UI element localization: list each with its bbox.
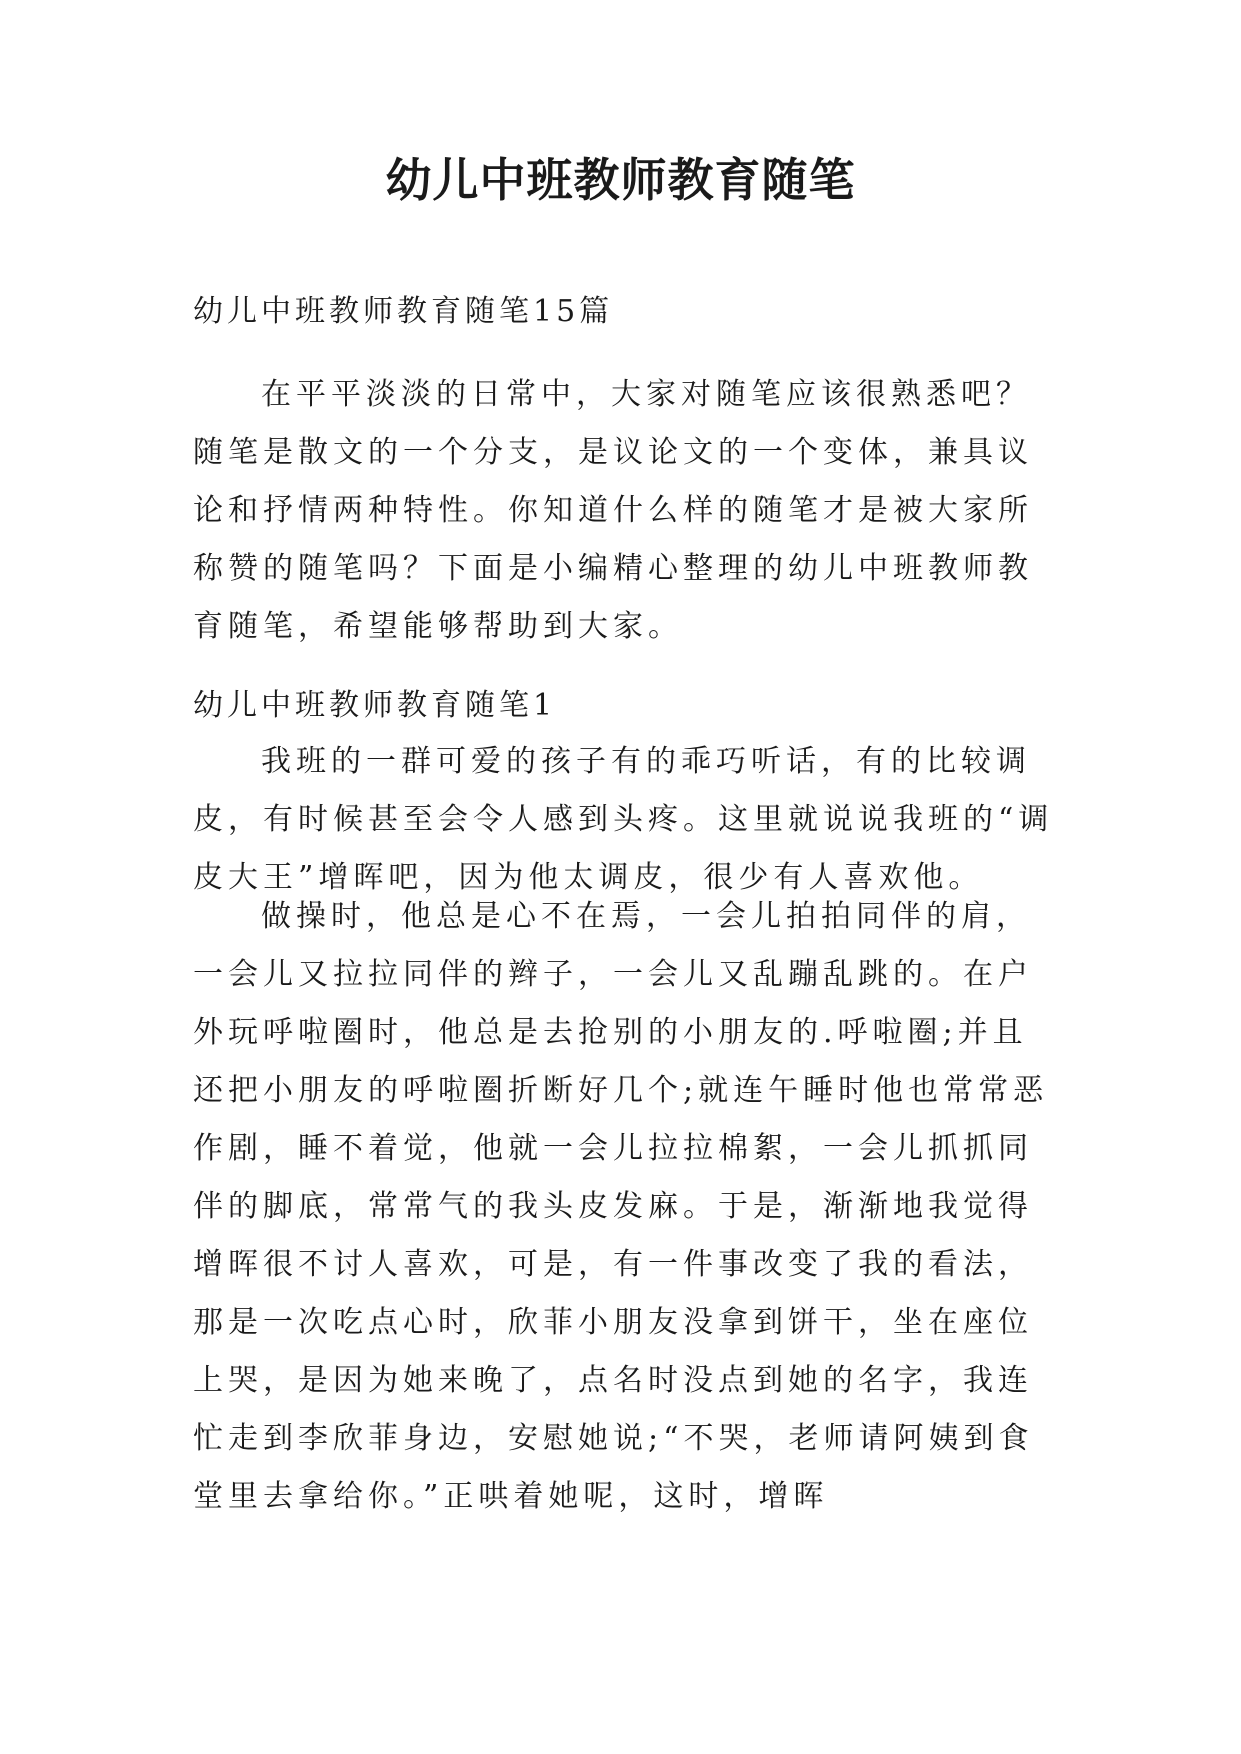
document-title: 幼儿中班教师教育随笔 [385,153,856,207]
body-paragraph: 我班的一群可爱的孩子有的乖巧听话，有的比较调皮，有时候甚至会令人感到头疼。这里就说说我班的“调皮大王”增晖吧，因为他太调皮，很少有人喜欢他。 [193,744,1054,895]
body-paragraph: 做操时，他总是心不在焉，一会儿拍拍同伴的肩，一会儿又拉拉同伴的辫子，一会儿又乱蹦乱跳的。在户外玩呼啦圈时，他总是去抢别的小朋友的.呼啦圈;并且还把小朋友的呼啦圈折断好几个;就连午睡时他也常常恶作剧，睡不着觉，他就一会儿拉拉棉絮，一会儿抓抓同伴的脚底，常常气的我头皮发麻。于是，渐渐地我觉得增晖很不讨人喜欢，可是，有一件事改变了我的看法，那是一次吃点心时，欣菲小朋友没拿到饼干，坐在座位上哭，是因为她来晚了，点名时没点到她的名字，我连忙走到李欣菲身边，安慰她说;“不哭，老师请阿姨到食堂里去拿给你。”正哄着她呢，这时，增晖 [193,899,1049,1514]
intro-paragraph: 在平平淡淡的日常中，大家对随笔应该很熟悉吧？随笔是散文的一个分支，是议论文的一个变体，兼具议论和抒情两种特性。你知道什么样的随笔才是被大家所称赞的随笔吗？下面是小编精心整理的幼儿中班教师教育随笔，希望能够帮助到大家。 [193,377,1033,644]
section-heading: 幼儿中班教师教育随笔1 [193,688,557,723]
document-subtitle: 幼儿中班教师教育随笔15篇 [193,294,614,329]
